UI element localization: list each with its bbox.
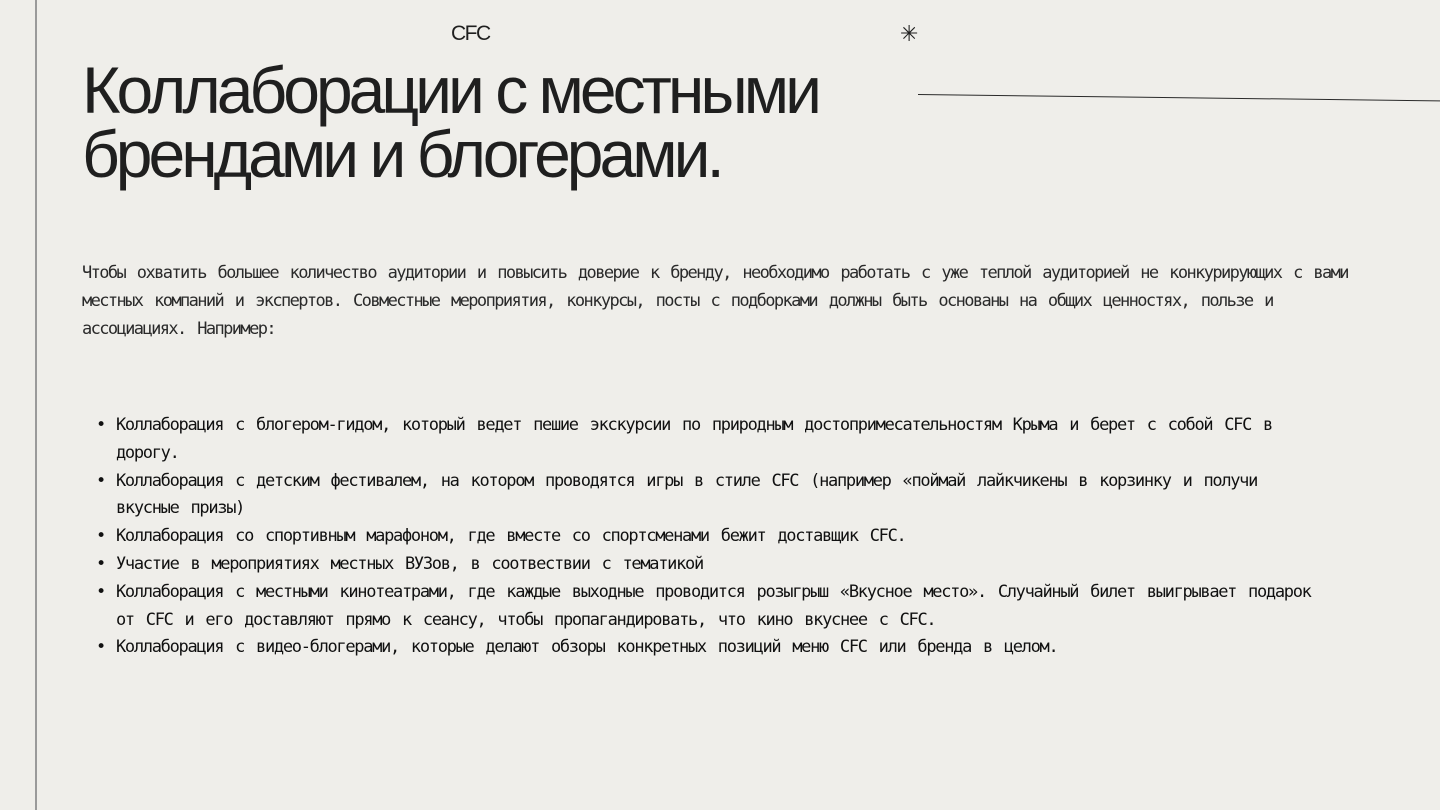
title-line-2: брендами и блогерами. (82, 117, 721, 191)
left-vertical-rule (35, 0, 37, 810)
star-icon: ✳ (900, 22, 919, 47)
list-item (82, 523, 1322, 551)
list-item-text: Коллаборация с блогером-гидом, который ведет пешие экскурсии по природным достопримесательностям Крыма и берет с собой CFC в дорогу. (116, 415, 1272, 463)
brand-label: CFC (451, 22, 490, 45)
list-item (82, 551, 1322, 579)
page-title (82, 53, 818, 191)
decorative-line (918, 94, 1440, 101)
bullet-icon: • (96, 637, 107, 658)
list-item-text: Участие в мероприятиях местных ВУЗов, в соотвествии с тематикой (116, 553, 703, 574)
bullet-icon: • (96, 581, 107, 602)
examples-list (82, 412, 1322, 662)
list-item-text: Коллаборация с детским фестивалем, на котором проводятся игры в стиле CFC (например «поймай лайкчикены в корзинку и получи вкусные призы) (116, 470, 1258, 519)
bullet-icon: • (96, 470, 107, 491)
list-item-text: Коллаборация с местными кинотеатрами, где каждые выходные проводится розыгрыш «Вкусное место». Случайный билет выигрывает подарок от CFC и его доставляют прямо к сеансу, чтобы пропагандировать, что кино вкуснее с CFC. (116, 581, 1311, 630)
list-item (82, 634, 1322, 662)
list-item (82, 468, 1322, 524)
list-item (82, 579, 1322, 635)
title-line-1: Коллаборации с местными (82, 53, 818, 127)
bullet-icon: • (96, 526, 107, 547)
list-item (82, 412, 1322, 468)
bullet-icon: • (96, 415, 107, 435)
intro-paragraph: Чтобы охватить большее количество аудитории и повысить доверие к бренду, необходимо работать с уже теплой аудиторией не конкурирующих с вами местных компаний и экспертов. Совместные мероприятия, конкурсы, посты с подборками должны быть основаны на общих ценностях, пользе и ассоциациях. Например: (82, 263, 1348, 339)
bullet-icon: • (96, 553, 107, 574)
list-item-text: Коллаборация со спортивным марафоном, где вместе со спортсменами бежит доставщик CFC. (116, 526, 906, 547)
list-item-text: Коллаборация с видео-блогерами, которые делают обзоры конкретных позиций меню CFC или бренда в целом. (116, 637, 1058, 658)
